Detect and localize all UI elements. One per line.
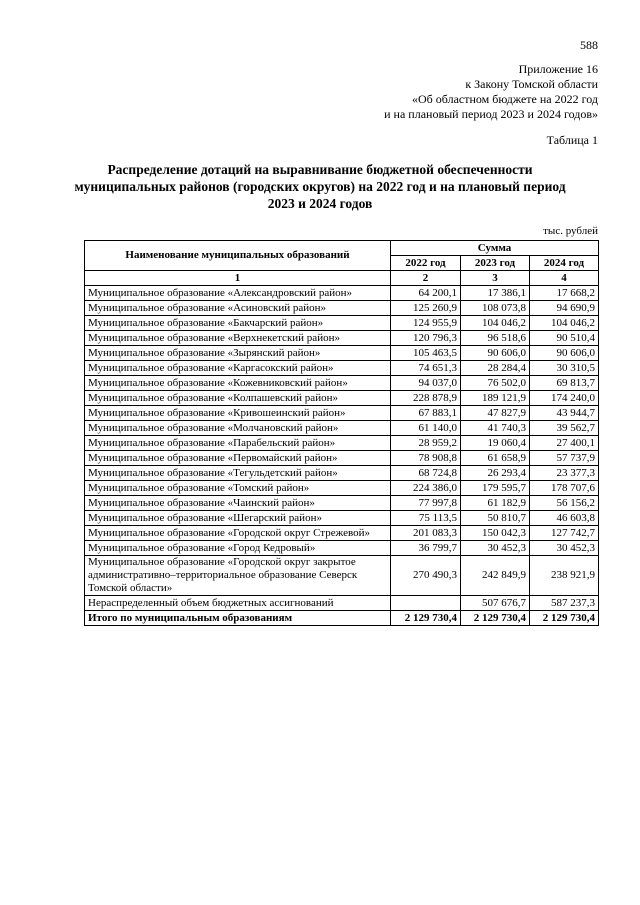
amount-cell: 2 129 730,4 bbox=[461, 611, 530, 626]
amount-cell: 27 400,1 bbox=[530, 436, 599, 451]
table-row bbox=[85, 496, 599, 511]
amount-cell: 179 595,7 bbox=[461, 481, 530, 496]
amount-cell: 50 810,7 bbox=[461, 511, 530, 526]
municipality-name: Муниципальное образование «Колпашевский район» bbox=[85, 391, 391, 406]
amount-cell: 2 129 730,4 bbox=[530, 611, 599, 626]
header-year-2023: 2023 год bbox=[461, 256, 530, 271]
municipality-name: Нераспределенный объем бюджетных ассигнований bbox=[85, 596, 391, 611]
column-numbers-row bbox=[85, 271, 599, 286]
amount-cell: 17 386,1 bbox=[461, 286, 530, 301]
amount-cell: 74 651,3 bbox=[391, 361, 461, 376]
amount-cell: 41 740,3 bbox=[461, 421, 530, 436]
municipality-name: Муниципальное образование «Парабельский район» bbox=[85, 436, 391, 451]
municipality-name: Муниципальное образование «Кожевниковский район» bbox=[85, 376, 391, 391]
amount-cell: 68 724,8 bbox=[391, 466, 461, 481]
subsidy-table bbox=[84, 240, 599, 626]
table-row bbox=[85, 421, 599, 436]
amount-cell: 270 490,3 bbox=[391, 556, 461, 596]
municipality-name: Муниципальное образование «Молчановский район» bbox=[85, 421, 391, 436]
amount-cell: 57 737,9 bbox=[530, 451, 599, 466]
header-sum: Сумма bbox=[391, 241, 599, 256]
municipality-name: Муниципальное образование «Зырянский район» bbox=[85, 346, 391, 361]
amount-cell: 61 140,0 bbox=[391, 421, 461, 436]
units-label: тыс. рублей bbox=[543, 225, 598, 237]
table-row bbox=[85, 346, 599, 361]
amount-cell: 28 959,2 bbox=[391, 436, 461, 451]
amount-cell: 77 997,8 bbox=[391, 496, 461, 511]
header-row bbox=[85, 241, 599, 256]
municipality-name: Муниципальное образование «Город Кедровый» bbox=[85, 541, 391, 556]
column-number: 1 bbox=[85, 271, 391, 286]
table-row bbox=[85, 436, 599, 451]
amount-cell: 28 284,4 bbox=[461, 361, 530, 376]
amount-cell: 36 799,7 bbox=[391, 541, 461, 556]
amount-cell: 23 377,3 bbox=[530, 466, 599, 481]
municipality-name: Муниципальное образование «Бакчарский район» bbox=[85, 316, 391, 331]
column-number: 3 bbox=[461, 271, 530, 286]
municipality-name: Муниципальное образование «Кривошеинский район» bbox=[85, 406, 391, 421]
amount-cell: 105 463,5 bbox=[391, 346, 461, 361]
amount-cell: 26 293,4 bbox=[461, 466, 530, 481]
amount-cell: 127 742,7 bbox=[530, 526, 599, 541]
table-row bbox=[85, 596, 599, 611]
amount-cell: 43 944,7 bbox=[530, 406, 599, 421]
appendix-reference bbox=[384, 62, 598, 122]
table-row bbox=[85, 541, 599, 556]
amount-cell: 61 182,9 bbox=[461, 496, 530, 511]
amount-cell: 507 676,7 bbox=[461, 596, 530, 611]
municipality-name: Муниципальное образование «Каргасокский район» bbox=[85, 361, 391, 376]
appendix-line: Приложение 16 bbox=[518, 62, 598, 76]
table-row bbox=[85, 286, 599, 301]
document-title: Распределение дотаций на выравнивание бюджетной обеспеченности муниципальных районов (городских округов) на 2022 год и на плановый период 2023 и 2024 годов bbox=[74, 162, 566, 211]
amount-cell: 67 883,1 bbox=[391, 406, 461, 421]
municipality-name: Муниципальное образование «Верхнекетский район» bbox=[85, 331, 391, 346]
amount-cell: 238 921,9 bbox=[530, 556, 599, 596]
table-row bbox=[85, 451, 599, 466]
amount-cell: 224 386,0 bbox=[391, 481, 461, 496]
amount-cell: 189 121,9 bbox=[461, 391, 530, 406]
table-row bbox=[85, 406, 599, 421]
page-number: 588 bbox=[580, 38, 598, 52]
amount-cell: 30 452,3 bbox=[530, 541, 599, 556]
table-label: Таблица 1 bbox=[546, 133, 598, 147]
amount-cell: 2 129 730,4 bbox=[391, 611, 461, 626]
municipality-name: Муниципальное образование «Тегульдетский район» bbox=[85, 466, 391, 481]
amount-cell: 124 955,9 bbox=[391, 316, 461, 331]
amount-cell: 94 037,0 bbox=[391, 376, 461, 391]
municipality-name: Муниципальное образование «Александровский район» bbox=[85, 286, 391, 301]
appendix-line: «Об областном бюджете на 2022 год bbox=[412, 92, 598, 106]
amount-cell: 17 668,2 bbox=[530, 286, 599, 301]
amount-cell: 108 073,8 bbox=[461, 301, 530, 316]
municipality-name: Муниципальное образование «Первомайский район» bbox=[85, 451, 391, 466]
amount-cell: 46 603,8 bbox=[530, 511, 599, 526]
amount-cell: 96 518,6 bbox=[461, 331, 530, 346]
amount-cell: 90 606,0 bbox=[530, 346, 599, 361]
amount-cell: 228 878,9 bbox=[391, 391, 461, 406]
total-row bbox=[85, 611, 599, 626]
amount-cell: 30 452,3 bbox=[461, 541, 530, 556]
table-row bbox=[85, 481, 599, 496]
amount-cell: 75 113,5 bbox=[391, 511, 461, 526]
appendix-line: и на плановый период 2023 и 2024 годов» bbox=[384, 107, 598, 121]
amount-cell: 90 510,4 bbox=[530, 331, 599, 346]
header-year-2024: 2024 год bbox=[530, 256, 599, 271]
table-row bbox=[85, 391, 599, 406]
municipality-name: Муниципальное образование «Чаинский район» bbox=[85, 496, 391, 511]
amount-cell: 39 562,7 bbox=[530, 421, 599, 436]
header-year-2022: 2022 год bbox=[391, 256, 461, 271]
appendix-line: к Закону Томской области bbox=[465, 77, 598, 91]
amount-cell: 76 502,0 bbox=[461, 376, 530, 391]
table-row bbox=[85, 511, 599, 526]
table-row bbox=[85, 316, 599, 331]
table-row bbox=[85, 466, 599, 481]
amount-cell: 178 707,6 bbox=[530, 481, 599, 496]
amount-cell: 104 046,2 bbox=[530, 316, 599, 331]
table-header bbox=[85, 241, 599, 286]
table-row bbox=[85, 376, 599, 391]
amount-cell: 78 908,8 bbox=[391, 451, 461, 466]
column-number: 2 bbox=[391, 271, 461, 286]
amount-cell: 64 200,1 bbox=[391, 286, 461, 301]
amount-cell: 94 690,9 bbox=[530, 301, 599, 316]
municipality-name: Муниципальное образование «Городской округ закрытое административно–территориальное образование Северск Томской области» bbox=[85, 556, 391, 596]
municipality-name: Муниципальное образование «Асиновский район» bbox=[85, 301, 391, 316]
table-row bbox=[85, 331, 599, 346]
header-name: Наименование муниципальных образований bbox=[85, 241, 391, 271]
amount-cell: 587 237,3 bbox=[530, 596, 599, 611]
municipality-name: Итого по муниципальным образованиям bbox=[85, 611, 391, 626]
amount-cell: 47 827,9 bbox=[461, 406, 530, 421]
amount-cell: 90 606,0 bbox=[461, 346, 530, 361]
table-row bbox=[85, 556, 599, 596]
amount-cell: 69 813,7 bbox=[530, 376, 599, 391]
amount-cell: 125 260,9 bbox=[391, 301, 461, 316]
amount-cell: 120 796,3 bbox=[391, 331, 461, 346]
amount-cell: 56 156,2 bbox=[530, 496, 599, 511]
table-row bbox=[85, 526, 599, 541]
amount-cell: 242 849,9 bbox=[461, 556, 530, 596]
municipality-name: Муниципальное образование «Шегарский район» bbox=[85, 511, 391, 526]
amount-cell: 30 310,5 bbox=[530, 361, 599, 376]
amount-cell: 104 046,2 bbox=[461, 316, 530, 331]
municipality-name: Муниципальное образование «Томский район» bbox=[85, 481, 391, 496]
table-row bbox=[85, 361, 599, 376]
amount-cell: 174 240,0 bbox=[530, 391, 599, 406]
column-number: 4 bbox=[530, 271, 599, 286]
amount-cell: 201 083,3 bbox=[391, 526, 461, 541]
amount-cell: 150 042,3 bbox=[461, 526, 530, 541]
table-body bbox=[85, 286, 599, 626]
municipality-name: Муниципальное образование «Городской округ Стрежевой» bbox=[85, 526, 391, 541]
amount-cell: 61 658,9 bbox=[461, 451, 530, 466]
amount-cell: 19 060,4 bbox=[461, 436, 530, 451]
amount-cell bbox=[391, 596, 461, 611]
table-row bbox=[85, 301, 599, 316]
